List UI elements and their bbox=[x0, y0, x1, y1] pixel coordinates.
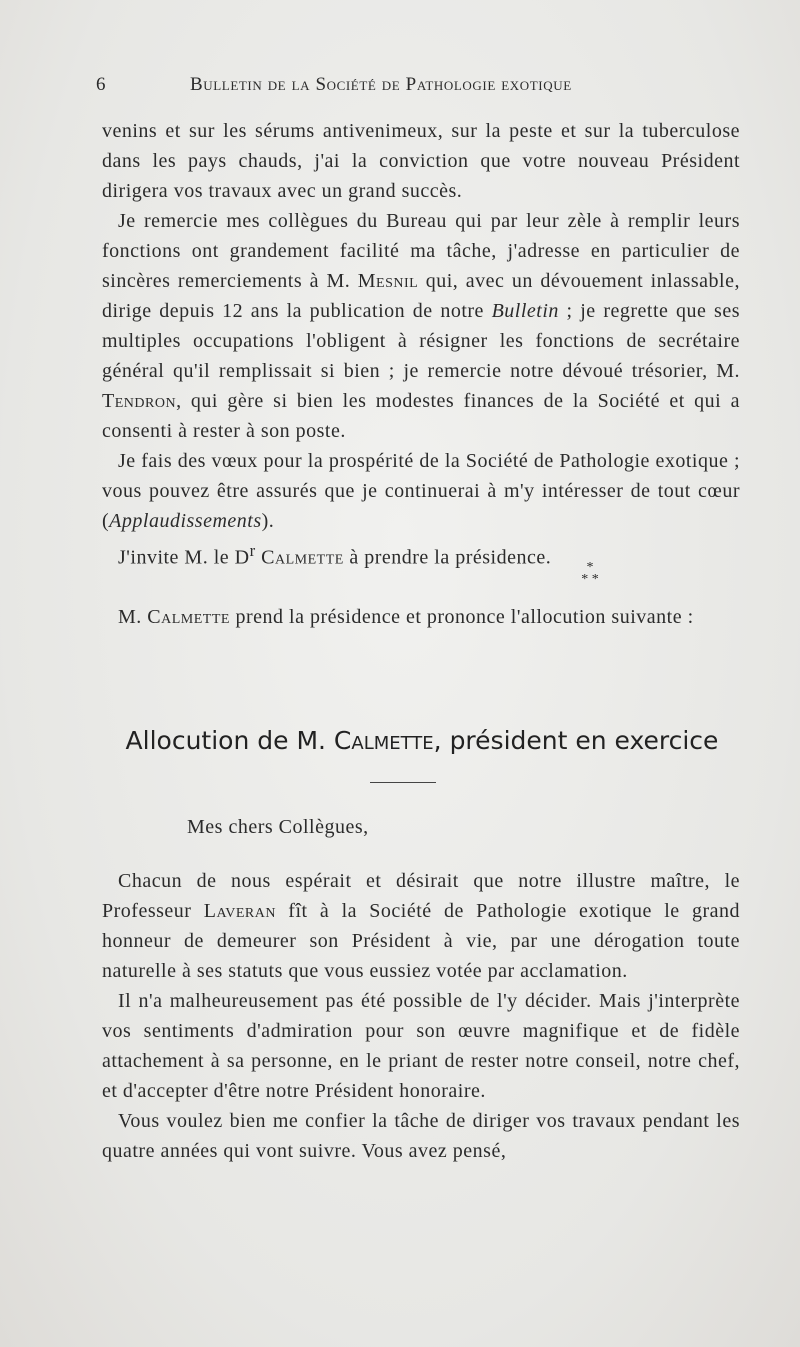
running-title: Bulletin de la Société de Pathologie exotique bbox=[190, 74, 572, 95]
text-block-intro bbox=[102, 116, 740, 573]
name-tendron: Tendron bbox=[102, 390, 177, 412]
paragraph: Je fais des vœux pour la prospérité de la Société de Pathologie exotique ; vous pouvez être assurés que je continuerai à m'y intéresser de tout cœur (Applaudissements). bbox=[102, 450, 740, 532]
applause-italic: Applaudissements bbox=[109, 510, 262, 532]
text-block-speech bbox=[102, 866, 740, 1166]
name-calmette: Calmette bbox=[147, 606, 230, 628]
paragraph: M. Calmette prend la présidence et prononce l'allocution suivante : bbox=[118, 606, 694, 628]
paragraph: Je remercie mes collègues du Bureau qui par leur zèle à remplir leurs fonctions ont grandement facilité ma tâche, j'adresse en particulier de sincères remerciements à M. Mesnil qui, avec un dévouement inlassable, dirige depuis 12 ans la publication de notre Bulletin ; je regrette que ses multiples occupations l'obligent à résigner les fonctions de secrétaire général qu'il remplissait si bien ; je remercie notre dévoué trésorier, M. Tendron, qui gère si bien les modestes finances de la Société et qui a consenti à rester à son poste. bbox=[102, 210, 741, 442]
paragraph: Chacun de nous espérait et désirait que notre illustre maître, le Professeur Laveran fît à la Société de Pathologie exotique le grand honneur de demeurer son Président à vie, par une dérogation toute naturelle à ses statuts que vous eussiez votée par acclamation. bbox=[102, 870, 740, 982]
page-number: 6 bbox=[96, 74, 107, 95]
text-block-transition bbox=[102, 602, 740, 632]
bulletin-italic: Bulletin bbox=[491, 300, 559, 322]
name-laveran: Laveran bbox=[203, 900, 276, 922]
asterism-separator: * * * bbox=[581, 560, 599, 587]
name-mesnil: Mesnil bbox=[357, 270, 419, 292]
doctor-superscript: r bbox=[249, 541, 256, 560]
salutation: Mes chers Collègues, bbox=[187, 816, 369, 838]
heading-rule bbox=[370, 782, 436, 783]
paragraph: J'invite M. le $D^r$ Calmette à prendre la présidence. bbox=[118, 541, 552, 569]
paragraph: venins et sur les sérums antivenimeux, sur la peste et sur la tuberculose dans les pays chauds, j'ai la conviction que votre nouveau Président dirigera vos travaux avec un grand succès. bbox=[102, 120, 740, 202]
name-calmette: Calmette bbox=[333, 726, 434, 755]
name-calmette: Calmette bbox=[255, 546, 344, 569]
page-header bbox=[96, 74, 744, 100]
paragraph: Vous voulez bien me confier la tâche de diriger vos travaux pendant les quatre années qui vont suivre. Vous avez pensé, bbox=[102, 1110, 740, 1162]
paragraph: Il n'a malheureusement pas été possible de l'y décider. Mais j'interprète vos sentiments d'admiration pour son œuvre magnifique et de fidèle attachement à sa personne, en le priant de rester notre conseil, notre chef, et d'accepter d'être notre Président honoraire. bbox=[102, 990, 740, 1102]
section-heading: Allocution de M. Calmette, président en exercice bbox=[125, 726, 719, 755]
